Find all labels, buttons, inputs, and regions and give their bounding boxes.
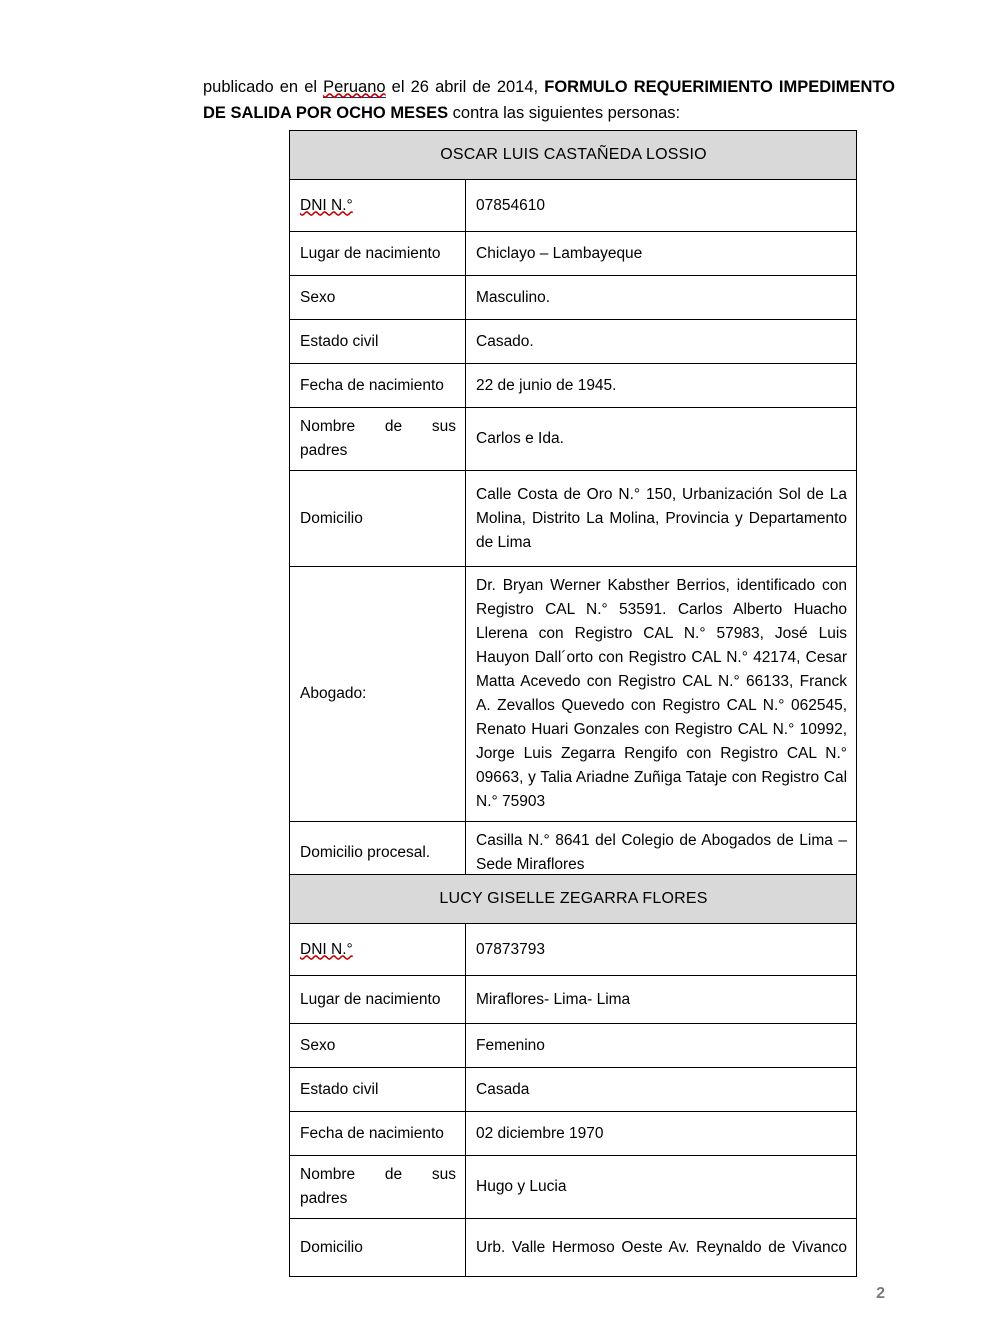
table-title-castaneda: OSCAR LUIS CASTAÑEDA LOSSIO bbox=[290, 131, 857, 180]
table-row bbox=[290, 567, 857, 822]
table-row bbox=[290, 364, 857, 408]
table-row bbox=[290, 180, 857, 232]
table-row bbox=[290, 320, 857, 364]
table-row bbox=[290, 1068, 857, 1112]
table-header-row bbox=[290, 875, 857, 924]
row-value-lugar-nacimiento: Chiclayo – Lambayeque bbox=[466, 232, 857, 276]
row-value-domicilio-procesal: Casilla N.° 8641 del Colegio de Abogados de Lima – Sede Miraflores bbox=[466, 822, 857, 885]
person-table-zegarra bbox=[289, 874, 857, 1277]
row-label-nombre-padres: Nombre de sus padres bbox=[290, 408, 466, 471]
page-number: 2 bbox=[876, 1285, 885, 1302]
row-value-nombre-padres: Hugo y Lucia bbox=[466, 1156, 857, 1219]
row-value-abogado: Dr. Bryan Werner Kabsther Berrios, identificado con Registro CAL N.° 53591. Carlos Alberto Huacho Llerena con Registro CAL N.° 57983, José Luis Hauyon Dall´orto con Registro CAL N.° 42174, Cesar Matta Acevedo con Registro CAL N.° 66133, Franck A. Zevallos Quevedo con Registro CAL N.° 062545, Renato Huari Gonzales con Registro CAL N.° 10992, Jorge Luis Zegarra Rengifo con Registro CAL N.° 09663, y Talia Ariadne Zuñiga Tataje con Registro Cal N.° 75903 bbox=[466, 567, 857, 822]
row-label-dni bbox=[290, 180, 466, 232]
table-row bbox=[290, 276, 857, 320]
row-value-estado-civil: Casada bbox=[466, 1068, 857, 1112]
row-value-sexo: Masculino. bbox=[466, 276, 857, 320]
row-value-nombre-padres: Carlos e Ida. bbox=[466, 408, 857, 471]
row-label-dni-text: DNI N.° bbox=[300, 940, 353, 958]
row-label-fecha-nacimiento: Fecha de nacimiento bbox=[290, 1112, 466, 1156]
row-label-sexo: Sexo bbox=[290, 276, 466, 320]
table-row bbox=[290, 232, 857, 276]
table-row bbox=[290, 976, 857, 1024]
table-row bbox=[290, 408, 857, 471]
intro-after-link: el 26 abril de 2014, bbox=[385, 77, 545, 96]
intro-bold-clause: FORMULO REQUERIMIENTO IMPEDIMENTO DE SALIDA POR OCHO MESES bbox=[203, 77, 896, 122]
table-row bbox=[290, 471, 857, 567]
row-label-nombre-padres: Nombre de sus padres bbox=[290, 1156, 466, 1219]
row-label-domicilio: Domicilio bbox=[290, 471, 466, 567]
table-row bbox=[290, 924, 857, 976]
row-label-domicilio: Domicilio bbox=[290, 1219, 466, 1277]
row-value-fecha-nacimiento: 02 diciembre 1970 bbox=[466, 1112, 857, 1156]
row-value-estado-civil: Casado. bbox=[466, 320, 857, 364]
row-label-sexo: Sexo bbox=[290, 1024, 466, 1068]
row-label-dni-text: DNI N.° bbox=[300, 196, 353, 214]
table-row bbox=[290, 1219, 857, 1277]
row-label-estado-civil: Estado civil bbox=[290, 1068, 466, 1112]
row-label-lugar-nacimiento: Lugar de nacimiento bbox=[290, 232, 466, 276]
row-value-dni: 07854610 bbox=[466, 180, 857, 232]
intro-paragraph bbox=[203, 74, 895, 126]
intro-tail: contra las siguientes personas: bbox=[448, 103, 681, 122]
table-row bbox=[290, 1156, 857, 1219]
row-value-dni: 07873793 bbox=[466, 924, 857, 976]
row-value-lugar-nacimiento: Miraflores- Lima- Lima bbox=[466, 976, 857, 1024]
table-row bbox=[290, 1112, 857, 1156]
row-label-fecha-nacimiento: Fecha de nacimiento bbox=[290, 364, 466, 408]
row-label-lugar-nacimiento: Lugar de nacimiento bbox=[290, 976, 466, 1024]
row-label-abogado: Abogado: bbox=[290, 567, 466, 822]
row-label-estado-civil: Estado civil bbox=[290, 320, 466, 364]
row-value-sexo: Femenino bbox=[466, 1024, 857, 1068]
row-value-domicilio: Urb. Valle Hermoso Oeste Av. Reynaldo de Vivanco bbox=[466, 1219, 857, 1277]
person-table-castaneda bbox=[289, 130, 857, 885]
row-value-domicilio: Calle Costa de Oro N.° 150, Urbanización Sol de La Molina, Distrito La Molina, Provincia y Departamento de Lima bbox=[466, 471, 857, 567]
peruano-link: Peruano bbox=[323, 77, 386, 96]
row-label-domicilio-procesal: Domicilio procesal. bbox=[290, 822, 466, 885]
intro-before-link: publicado en el bbox=[203, 77, 324, 96]
row-value-fecha-nacimiento: 22 de junio de 1945. bbox=[466, 364, 857, 408]
table-header-row bbox=[290, 131, 857, 180]
row-label-dni bbox=[290, 924, 466, 976]
table-row bbox=[290, 1024, 857, 1068]
table-title-zegarra: LUCY GISELLE ZEGARRA FLORES bbox=[290, 875, 857, 924]
